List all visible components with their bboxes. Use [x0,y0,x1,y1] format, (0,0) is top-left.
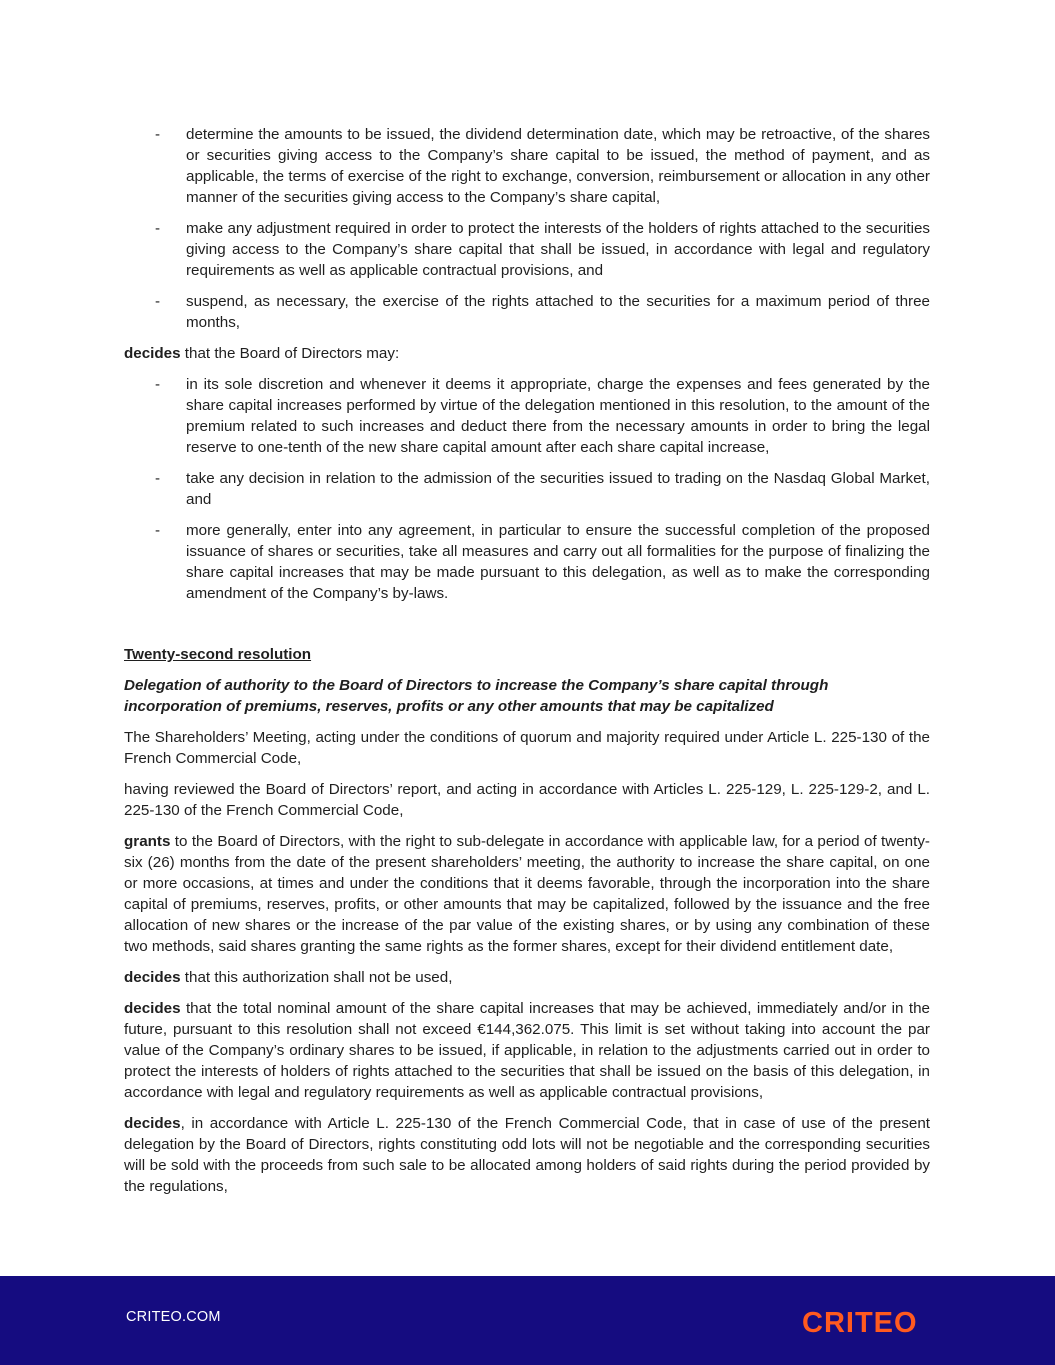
bullet-list-top [124,124,930,333]
grants-paragraph: grants to the Board of Directors, with the right to sub-delegate in accordance with applicable law, for a period of twenty-six (26) months from the date of the present shareholders’ meeting, the authority to increase the share capital, on one or more occasions, at times and under the conditions that it deems favorable, through the incorporation into the share capital of premiums, reserves, profits, or other amounts that may be capitalized, followed by the issuance and the free allocation of new shares or the increase of the par value of the existing shares, or by using any combination of these two methods, said shares granting the same rights as the former shares, except for their dividend entitlement date, [124,833,930,955]
bullet-dash: - [155,220,161,237]
bullet-dash: - [155,376,161,393]
resolution-heading: Twenty-second resolution [124,646,312,663]
bullet-dash: - [155,470,161,487]
list-item: - more generally, enter into any agreement, in particular to ensure the successful completion of the proposed issuance of shares or securities, take all measures and carry out all formalities for the purpose of finalizing the share capital increases that may be made pursuant to this delegation, as well as to make the corresponding amendment of the Company’s by-laws. [155,522,930,602]
resolution-title: Delegation of authority to the Board of Directors to increase the Company’s share capital through incorporation of premiums, reserves, profits or any other amounts that may be capitalized [124,677,829,715]
list-item: - determine the amounts to be issued, the dividend determination date, which may be retroactive, of the shares or securities giving access to the Company’s share capital to be issued, the method of payment, and as applicable, the terms of exercise of the right to exchange, conversion, reimbursement or allocation in any other manner of the securities giving access to the Company’s share capital, [155,126,930,206]
decides-paragraph-2: decides that the total nominal amount of the share capital increases that may be achieved, immediately and/or in the future, pursuant to this resolution shall not exceed €144,362.075. This limit is set without taking into account the par value of the Company’s ordinary shares to be issued, if applicable, in relation to the adjustments carried out in order to protect the interests of holders of rights attached to the securities that shall be issued on the basis of this delegation, in accordance with legal and regulatory requirements as well as applicable contractual provisions, [124,1000,930,1101]
reviewed-paragraph: having reviewed the Board of Directors’ report, and acting in accordance with Articles L. 225-129, L. 225-129-2, and L. 225-130 of the French Commercial Code, [124,781,930,819]
bullet-list-board [124,374,930,604]
list-item: - in its sole discretion and whenever it deems it appropriate, charge the expenses and fees generated by the share capital increases performed by virtue of the delegation mentioned in this resolution, to the amount of the premium related to such increases and deduct there from the necessary amounts in order to bring the legal reserve to one-tenth of the new share capital amount after each share capital increase, [155,376,930,456]
list-item: - make any adjustment required in order to protect the interests of the holders of rights attached to the securities giving access to the Company’s share capital that shall be issued, in accordance with legal and regulatory requirements as well as applicable contractual provisions, and [155,220,930,279]
bullet-dash: - [155,293,161,310]
footer-bar [0,1276,1055,1365]
list-item: - suspend, as necessary, the exercise of the rights attached to the securities for a maximum period of three months, [155,293,930,331]
criteo-logo-text: CRITEO [802,1307,918,1337]
list-item: - take any decision in relation to the admission of the securities issued to trading on the Nasdaq Global Market, and [155,470,930,508]
document-body [124,124,930,1207]
decides-board-paragraph: decides that the Board of Directors may: [124,345,400,362]
decides-paragraph-1: decides that this authorization shall not be used, [124,969,453,986]
criteo-logo [802,1307,930,1337]
intro-paragraph: The Shareholders’ Meeting, acting under the conditions of quorum and majority required under Article L. 225-130 of the French Commercial Code, [124,729,930,767]
footer-website-link[interactable]: CRITEO.COM [126,1309,221,1325]
decides-paragraph-3: decides, in accordance with Article L. 225-130 of the French Commercial Code, that in case of use of the present delegation by the Board of Directors, rights constituting odd lots will not be negotiable and the corresponding securities will be sold with the proceeds from such sale to be allocated among holders of said rights during the period provided by the regulations, [124,1115,930,1195]
bullet-dash: - [155,522,161,539]
bullet-dash: - [155,126,161,143]
